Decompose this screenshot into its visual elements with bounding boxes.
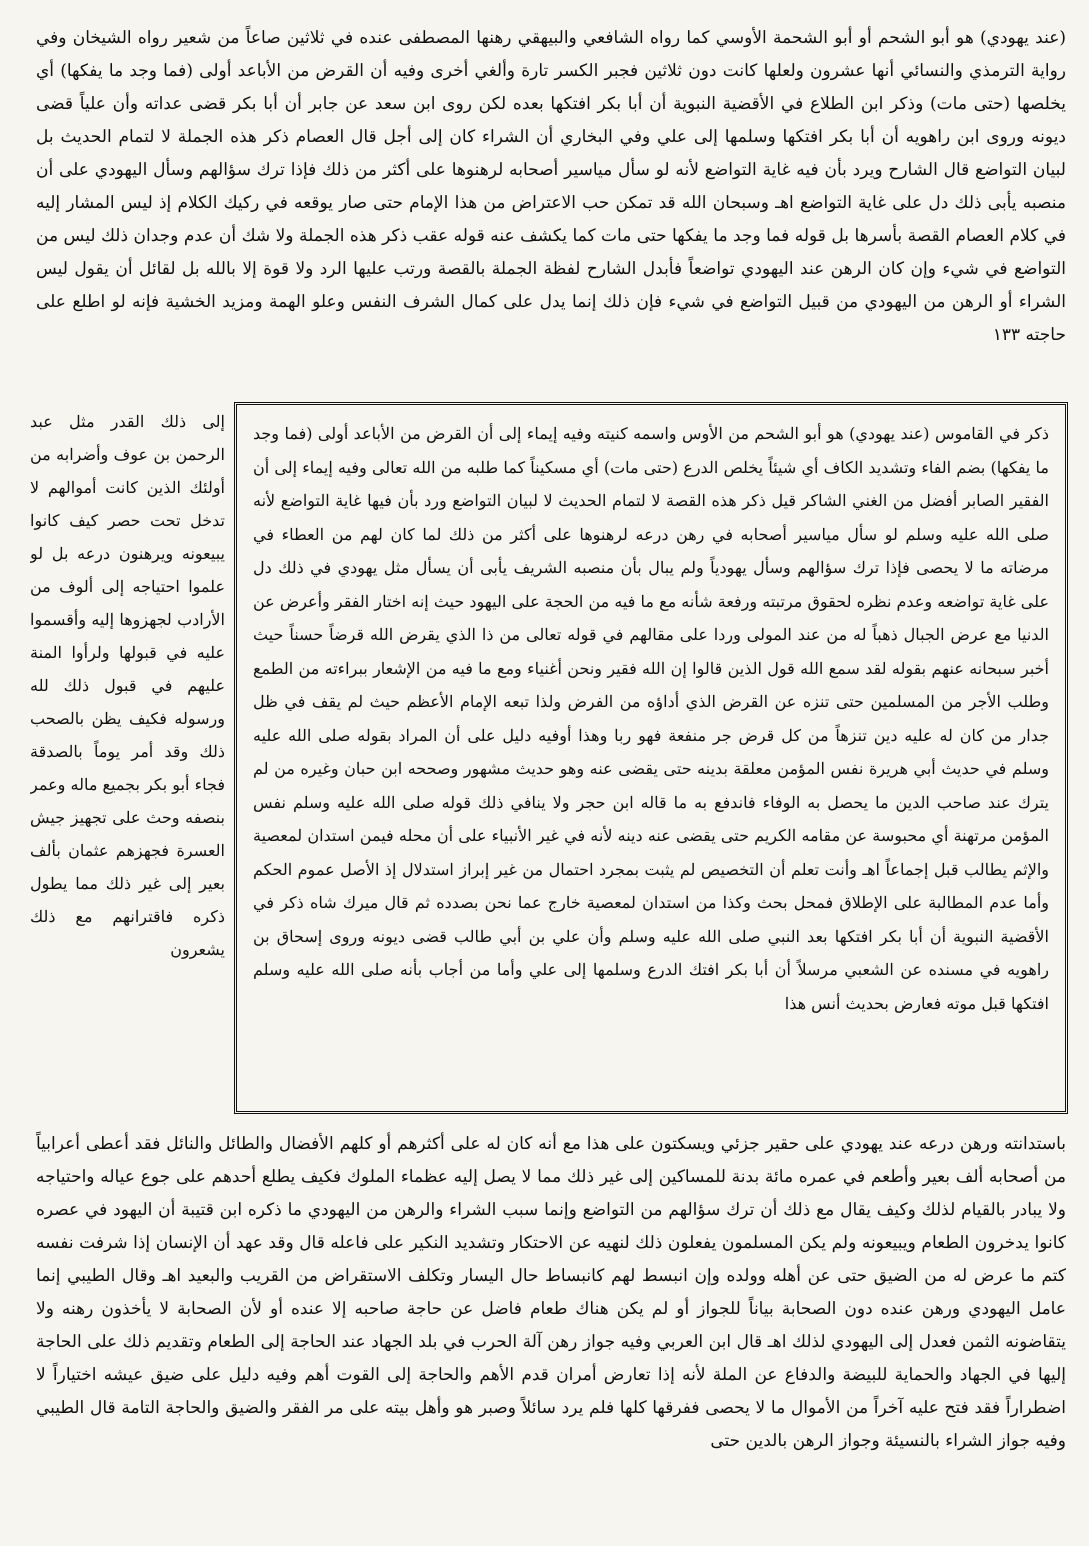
main-text-bottom: باستدانته ورهن درعه عند يهودي على حقير جزئي ويسكتون على هذا مع أنه كان له على أكثرهم أو كلهم الأفضال والطائل والنائل فقد أعطى أعرابياً من أصحابه ألف بعير وأطعم في عمره مائة بدنة للمساكين إلى غير ذلك مما لا يصل إليه عظماء الملوك فكيف يطلع أحدهم على جوع عياله واحتياجه ولا يبادر بالقيام لذلك وكيف يقال مع ذلك أن ترك سؤالهم من التواضع وإنما سبب الشراء والرهن من اليهودي ما ذكره ابن قتيبة أن اليهود في عصره كانوا يدخرون الطعام ويبيعونه ولم يكن المسلمون يفعلون ذلك لنهيه عن الاحتكار وتشديد النكير على فاعله قال وقد عهد أن الإنسان إذا شرفت نفسه كتم ما عرض له من الضيق حتى عن أهله وولده وإن انبسط لهم كانبساط حال اليسار وتكلف الاستقراض من القريب والبعيد اهـ وقال الطيبي إنما عامل اليهودي ورهن عنده دون الصحابة بياناً للجواز أو لم يكن هناك طعام فاضل عن حاجة صاحبه إلا عنده أو لأن الصحابة لا يأخذون رهنه ولا يتقاضونه الثمن فعدل إلى اليهودي لذلك اهـ قال ابن العربي وفيه جواز رهن آلة الحرب في بلد الجهاد عند الحاجة إلى الطعام وتقديم ذلك على الحاجة إليها في الجهاد والحماية للبيضة والدفاع عن الملة لأنه إذا تعارض أمران قدم الأهم والحاجة إلى القوت أهم وفيه دليل على ضيق عيشه اختياراً لا اضطراراً فقد فتح عليه آخراً من الأموال ما لا يحصى ففرقها كلها فلم يرد سائلاً وصبر هو وأهل بيته على مر الفقر والضيق والحاجة التامة قال الطيبي وفيه جواز الشراء بالنسيئة وجواز الرهن بالدين حتى [36, 1134, 1066, 1451]
main-text-margin-column: إلى ذلك القدر مثل عبد الرحمن بن عوف وأضرابه من أولئك الذين كانت أموالهم لا تدخل تحت حصر كيف كانوا يبيعونه ويرهنون درعه بل لو علموا احتياجه إلى ألوف من الأرادب لجهزوها إليه وأقسموا عليه في قبولها ولرأوا المنة عليهم في قبول ذلك لله ورسوله فكيف يظن بالصحب ذلك وقد أمر يوماً بالصدقة فجاء أبو بكر بجميع ماله وعمر بنصفه وحث على تجهيز جيش العسرة فجهزهم عثمان بألف بعير إلى غير ذلك مما يطول ذكره فاقترانهم مع ذلك يشعرون [30, 412, 225, 959]
page-number: ١٣٣ [992, 325, 1021, 345]
main-text-top [36, 22, 1066, 400]
top-paragraph: (عند يهودي) هو أبو الشحم أو أبو الشحمة الأوسي كما رواه الشافعي والبيهقي رهنها المصطفى عنده في ثلاثين صاعاً من شعير رواه الشيخان وفي رواية الترمذي والنسائي أنها عشرون ولعلها كانت دون ثلاثين فجبر الكسر تارة وألغي أخرى وفيه أن القرض من الأباعد أولى (فما وجد ما يفكها) أي يخلصها (حتى مات) وذكر ابن الطلاع في الأقضية النبوية أن أبا بكر افتكها بعده لكن روى ابن سعد عن جابر أن أبا بكر قضى عداته وأن علياً قضى ديونه وروى ابن راهويه أن أبا بكر افتكها وسلمها إلى علي وفي البخاري أن الشراء كان إلى أجل قال العصام ذكر هذه الجملة لا لتمام الحديث بل لبيان التواضع قال الشارح ويرد بأن فيه غاية التواضع لأنه لو سأل مياسير أصحابه لرهنوها على أكثر من ذلك فإذا ترك سؤالهم وسأل اليهودي على أن منصبه يأبى ذلك دل على غاية التواضع اهـ وسبحان الله قد تمكن حب الاعتراض من هذا الإمام حتى صار يوقعه في ركيك الكلام إذ ليس المشار إليه في كلام العصام القصة بأسرها بل قوله فما وجد ما يفكها حتى مات كما يكشف عنه قوله عقب ذكر هذه الجملة ولا شك أن عدم وجدان ذلك ليس من التواضع في شيء وإن كان الرهن عند اليهودي تواضعاً فأبدل الشارح لفظة الجملة بالقصة ورتب عليها الرد ولا قوة إلا بالله بل لقائل أن يقول ليس الشراء أو الرهن من اليهودي من قبيل التواضع في شيء فإن ذلك إنما يدل على كمال الشرف النفس وعلو الهمة ومزيد الخشية فإنه لو اطلع على حاجته [36, 28, 1066, 345]
commentary-box [234, 402, 1068, 1114]
commentary-text: ذكر في القاموس (عند يهودي) هو أبو الشحم من الأوس واسمه كنيته وفيه إيماء إلى أن القرض من الأباعد أولى (فما وجد ما يفكها) بضم الفاء وتشديد الكاف أي شيئاً يخلص الدرع (حتى مات) أي مسكيناً كما طلبه من الله تعالى وفيه إيماء إلى أن الفقير الصابر أفضل من الغني الشاكر قيل ذكر هذه القصة لا لتمام الحديث لا لبيان التواضع ورد بأن فيها غاية التواضع لأنه صلى الله عليه وسلم لو سأل مياسير أصحابه في رهن درعه لرهنوها على أكثر من ذلك لما كان لهم من العطاء في مرضاته ما لا يحصى فإذا ترك سؤالهم وسأل يهودياً ولم يبال بأن منصبه الشريف يأبى أن يسأل مثل يهودي في ذلك دل على غاية تواضعه وعدم نظره لحقوق مرتبته ورفعة شأنه مع ما فيه من الحجة على اليهود حيث إنه اختار الفقر وأعرض عن الدنيا مع عرض الجبال ذهباً له من عند المولى وردا على مقالهم في قوله تعالى من ذا الذي يقرض الله قرضاً حسناً حيث أخبر سبحانه عنهم بقوله لقد سمع الله قول الذين قالوا إن الله فقير ونحن أغنياء ومع ما فيه من الإشعار ببراءته من الطمع وطلب الأجر من المسلمين حتى تنزه عن القرض الذي أداؤه من الفرض ولذا تبعه الإمام الأعظم حيث لم يقف في ظل جدار من كان له عليه دين تنزهاً من كل قرض جر منفعة فهو ربا وهذا أوفيه دليل على أن المراد بقوله صلى الله عليه وسلم في حديث أبي هريرة نفس المؤمن معلقة بدينه حتى يقضى عنه وهو حديث مشهور وصححه ابن حبان وغيره من لم يترك عند صاحب الدين ما يحصل به الوفاء فاندفع به ما قاله ابن حجر ولا ينافي ذلك قوله صلى الله عليه وسلم نفس المؤمن مرتهنة أي محبوسة عن مقامه الكريم حتى يقضى عنه دينه لأنه في غير الأنبياء على أن محله فيمن استدان لمعصية والإثم يطالب قبل إجماعاً اهـ وأنت تعلم أن التخصيص لم يثبت بمجرد احتمال من غير إبراز استدلال إذ الأصل عموم الحكم وأما عدم المطالبة على الإطلاق فمحل بحث وكذا من استدان لمعصية خارج عما نحن بصدده ثم قال ميرك شاه ذكر في الأقضية النبوية أن أبا بكر افتكها بعد النبي صلى الله عليه وسلم وأن علي بن أبي طالب قضى ديونه وروى إسحاق بن راهويه في مسنده عن الشعبي مرسلاً أن أبا بكر افتك الدرع وسلمها إلى علي وأما من أجاب بأنه صلى الله عليه وسلم افتكها قبل موته فعارض بحديث أنس هذا [253, 424, 1050, 1013]
